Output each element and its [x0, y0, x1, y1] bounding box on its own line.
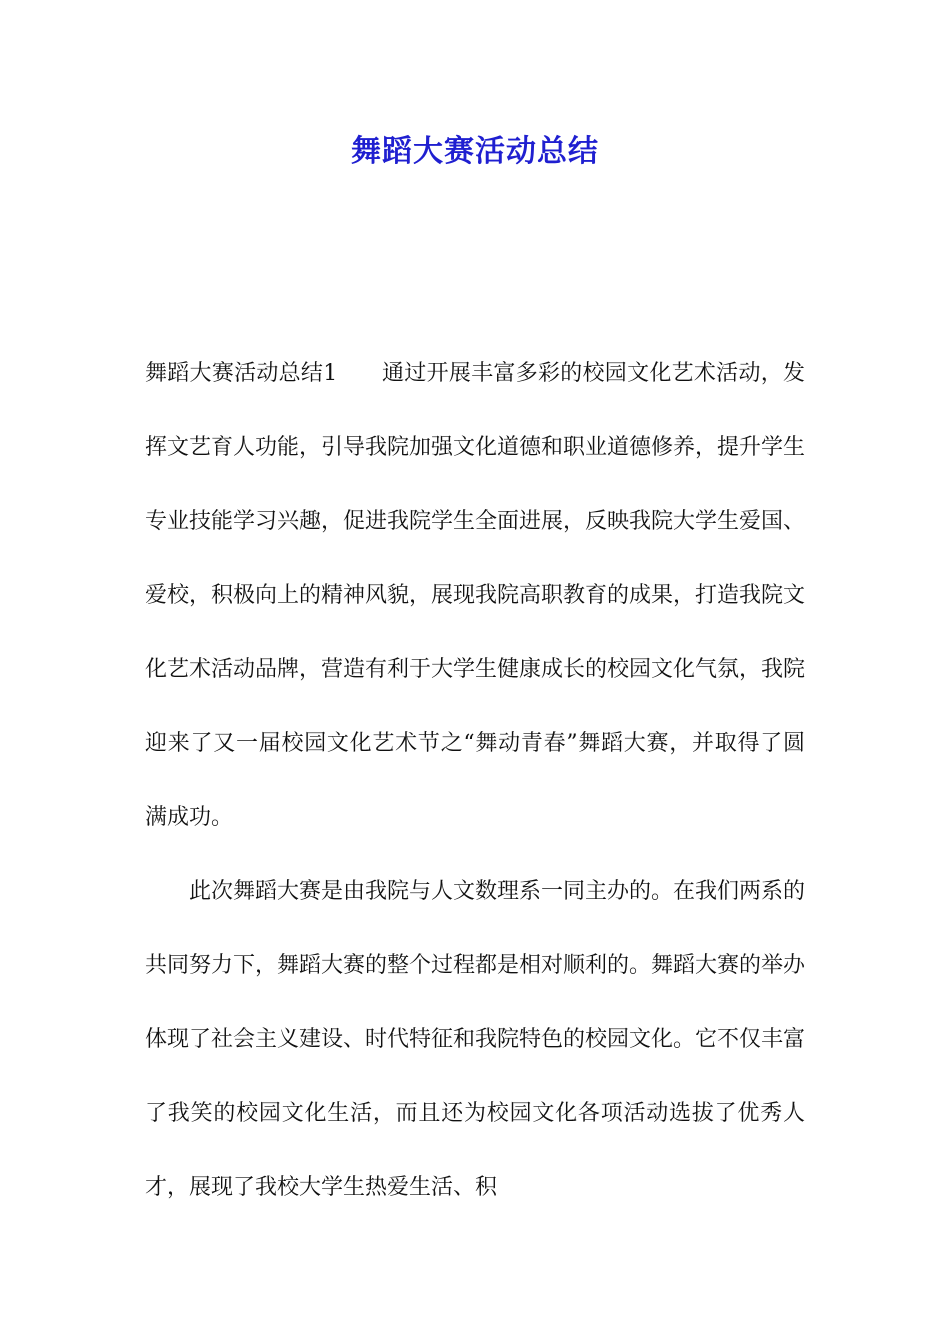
paragraph-1: 舞蹈大赛活动总结1 通过开展丰富多彩的校园文化艺术活动，发挥文艺育人功能，引导我院加强文化道德和职业道德修养，提升学生专业技能学习兴趣，促进我院学生全面进展，反映我院大学生爱国、爱校，积极向上的精神风貌，展现我院高职教育的成果，打造我院文化艺术活动品牌，营造有利于大学生健康成长的校园文化气氛，我院迎来了又一届校园文化艺术节之“舞动青春”舞蹈大赛，并取得了圆满成功。 [145, 361, 806, 830]
paragraph-2: 此次舞蹈大赛是由我院与人文数理系一同主办的。在我们两系的共同努力下，舞蹈大赛的整个过程都是相对顺利的。舞蹈大赛的举办体现了社会主义建设、时代特征和我院特色的校园文化。它不仅丰富了我笑的校园文化生活，而且还为校园文化各项活动选拔了优秀人才，展现了我校大学生热爱生活、积 [145, 879, 806, 1200]
document-title: 舞蹈大赛活动总结 [351, 134, 599, 169]
document-body [145, 337, 805, 1225]
